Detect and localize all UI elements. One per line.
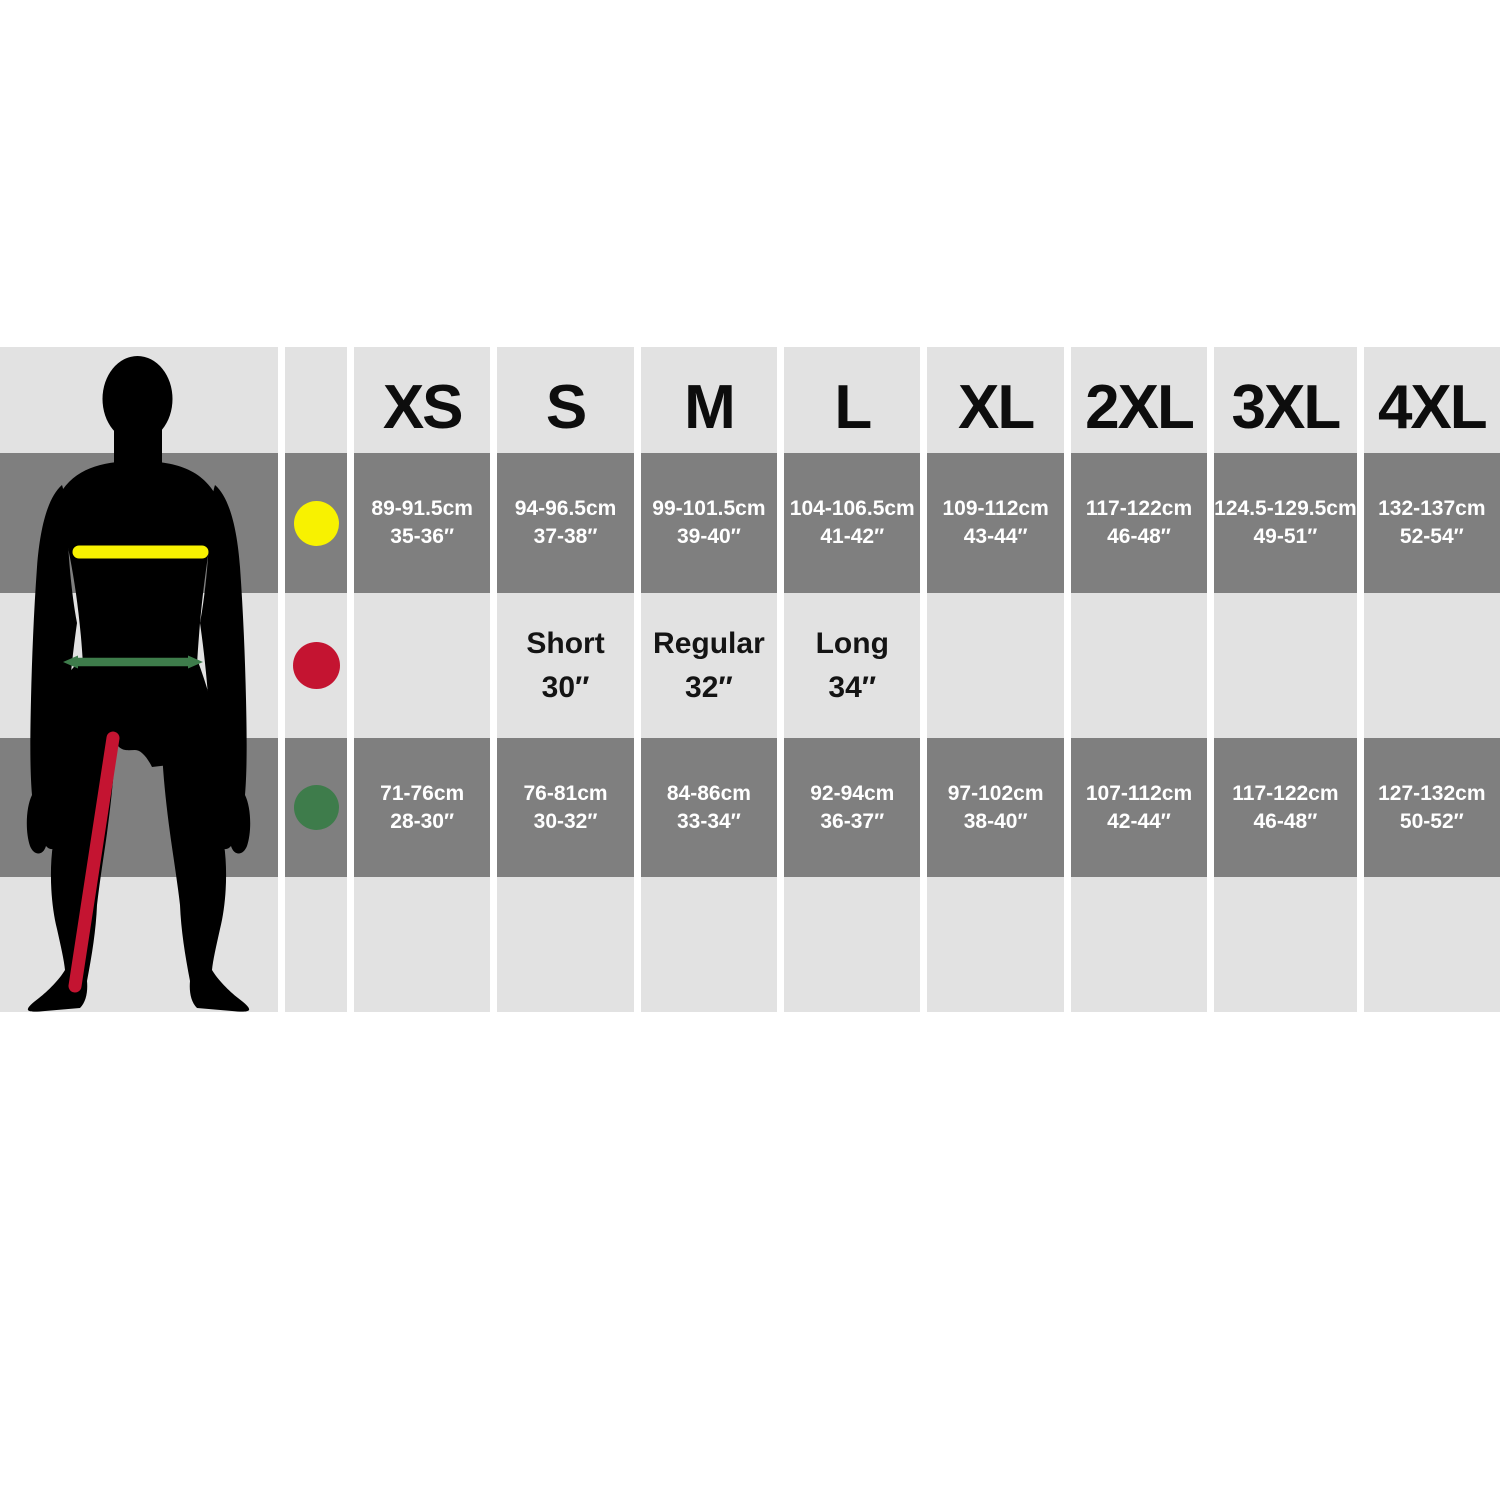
figure-panel-segment — [0, 877, 278, 1012]
leg-cell-3xl — [1214, 593, 1356, 738]
size-header-l: L — [784, 347, 920, 453]
waist-indicator-cell — [285, 738, 347, 877]
empty-cell — [1214, 877, 1356, 1012]
figure-panel-segment — [0, 593, 278, 738]
inside-leg-indicator-dot — [293, 642, 340, 689]
waist-cell-xl: 97-102cm 38-40″ — [927, 738, 1063, 877]
empty-cell — [285, 877, 347, 1012]
empty-cell — [497, 877, 633, 1012]
figure-panel-segment — [0, 347, 278, 453]
size-header-xs: XS — [354, 347, 490, 453]
chest-indicator-cell — [285, 453, 347, 593]
chest-cell-4xl: 132-137cm 52-54″ — [1364, 453, 1500, 593]
size-header-4xl: 4XL — [1364, 347, 1500, 453]
leg-cell-xl — [927, 593, 1063, 738]
chest-cell-l: 104-106.5cm 41-42″ — [784, 453, 920, 593]
size-header-2xl: 2XL — [1071, 347, 1207, 453]
figure-panel-segment — [0, 738, 278, 877]
chest-cell-m: 99-101.5cm 39-40″ — [641, 453, 777, 593]
waist-cell-m: 84-86cm 33-34″ — [641, 738, 777, 877]
leg-cell-4xl — [1364, 593, 1500, 738]
indicator-column-header — [285, 347, 347, 453]
chest-indicator-dot — [294, 501, 339, 546]
chest-cell-xs: 89-91.5cm 35-36″ — [354, 453, 490, 593]
size-header-m: M — [641, 347, 777, 453]
waist-cell-4xl: 127-132cm 50-52″ — [1364, 738, 1500, 877]
waist-cell-xs: 71-76cm 28-30″ — [354, 738, 490, 877]
waist-cell-3xl: 117-122cm 46-48″ — [1214, 738, 1356, 877]
inside-leg-indicator-cell — [285, 593, 347, 738]
empty-cell — [641, 877, 777, 1012]
size-header-s: S — [497, 347, 633, 453]
empty-cell — [927, 877, 1063, 1012]
leg-cell-xs — [354, 593, 490, 738]
chest-cell-2xl: 117-122cm 46-48″ — [1071, 453, 1207, 593]
empty-cell — [784, 877, 920, 1012]
empty-cell — [1364, 877, 1500, 1012]
leg-cell-l: Long 34″ — [784, 593, 920, 738]
leg-cell-2xl — [1071, 593, 1207, 738]
empty-cell — [354, 877, 490, 1012]
waist-indicator-dot — [294, 785, 339, 830]
leg-cell-s: Short 30″ — [497, 593, 633, 738]
size-header-3xl: 3XL — [1214, 347, 1356, 453]
chest-cell-xl: 109-112cm 43-44″ — [927, 453, 1063, 593]
figure-panel-segment — [0, 453, 278, 593]
size-chart-table — [0, 347, 1500, 1012]
empty-cell — [1071, 877, 1207, 1012]
waist-cell-s: 76-81cm 30-32″ — [497, 738, 633, 877]
waist-cell-2xl: 107-112cm 42-44″ — [1071, 738, 1207, 877]
chest-cell-3xl: 124.5-129.5cm 49-51″ — [1214, 453, 1356, 593]
waist-cell-l: 92-94cm 36-37″ — [784, 738, 920, 877]
chest-cell-s: 94-96.5cm 37-38″ — [497, 453, 633, 593]
leg-cell-m: Regular 32″ — [641, 593, 777, 738]
size-header-xl: XL — [927, 347, 1063, 453]
